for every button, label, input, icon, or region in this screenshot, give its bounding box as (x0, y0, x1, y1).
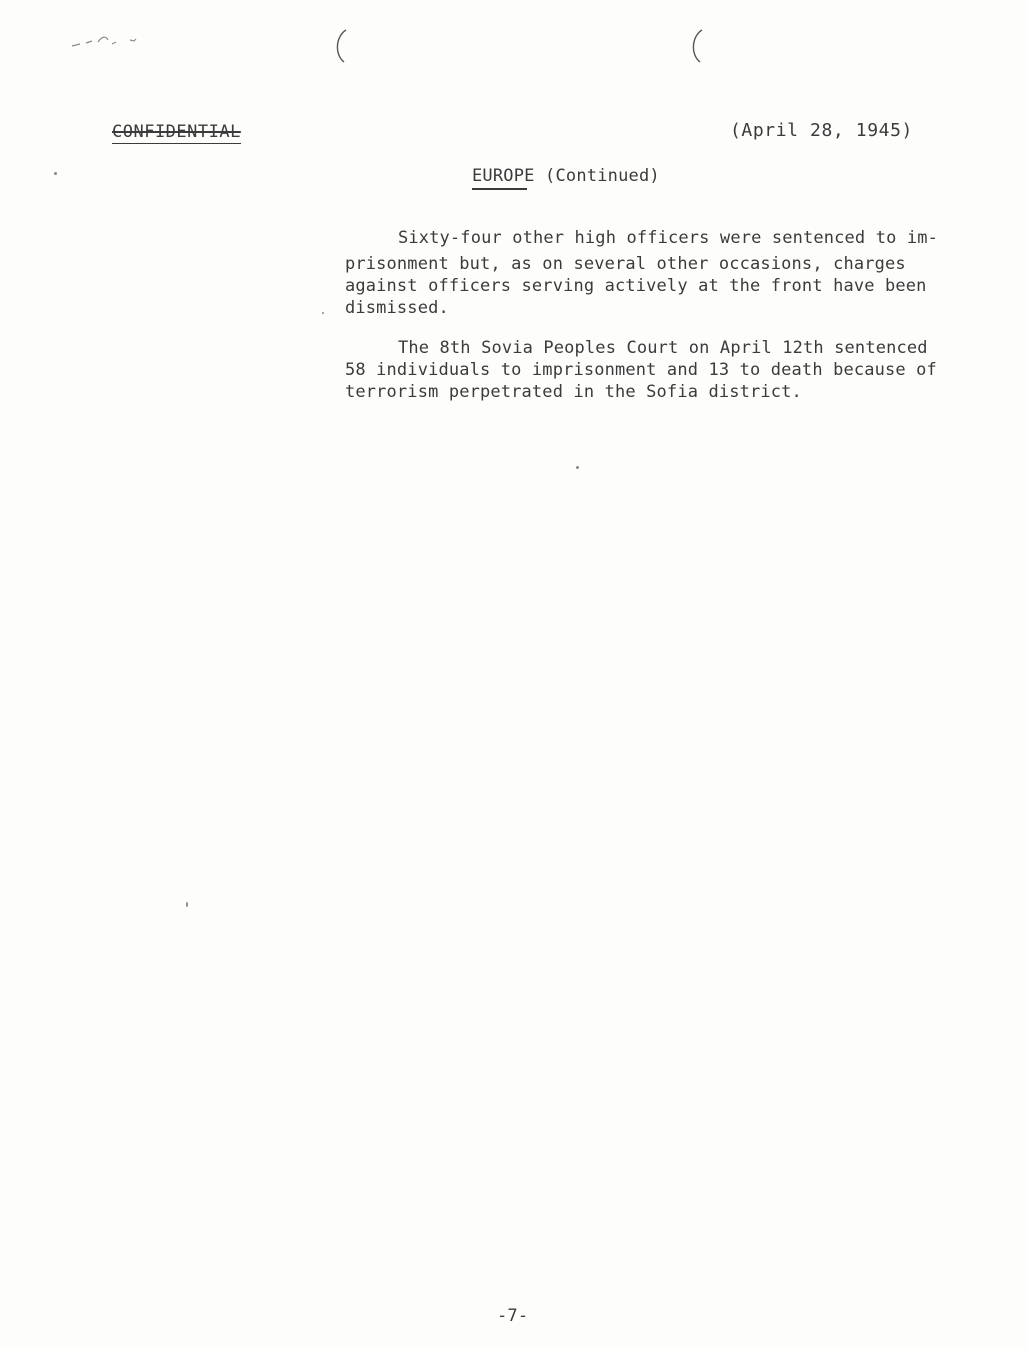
page-number: -7- (497, 1306, 529, 1326)
pencil-scribble (70, 32, 150, 52)
section-heading: EUROPE (Continued) (472, 166, 660, 186)
heading-underline (472, 188, 527, 190)
paragraph-line: prisonment but, as on several other occasions, charges (345, 254, 906, 274)
paragraph-line: dismissed. (345, 298, 449, 318)
punch-hole-mark-left (330, 28, 350, 64)
paragraph-line: Sixty-four other high officers were sentenced to im- (398, 228, 939, 248)
dust-speck (322, 312, 324, 314)
dust-speck (54, 172, 57, 175)
paragraph-line: 58 individuals to imprisonment and 13 to death because of (345, 360, 937, 380)
paragraph-line: against officers serving actively at the front have been (345, 276, 927, 296)
punch-hole-mark-right (686, 28, 706, 64)
dust-speck (576, 466, 579, 469)
paragraph-line: terrorism perpetrated in the Sofia district. (345, 382, 802, 402)
paragraph-line: The 8th Sovia Peoples Court on April 12th sentenced (398, 338, 928, 358)
classification-stamp: CONFIDENTIAL (112, 122, 241, 142)
document-date: (April 28, 1945) (730, 120, 913, 141)
dust-speck (186, 902, 188, 907)
